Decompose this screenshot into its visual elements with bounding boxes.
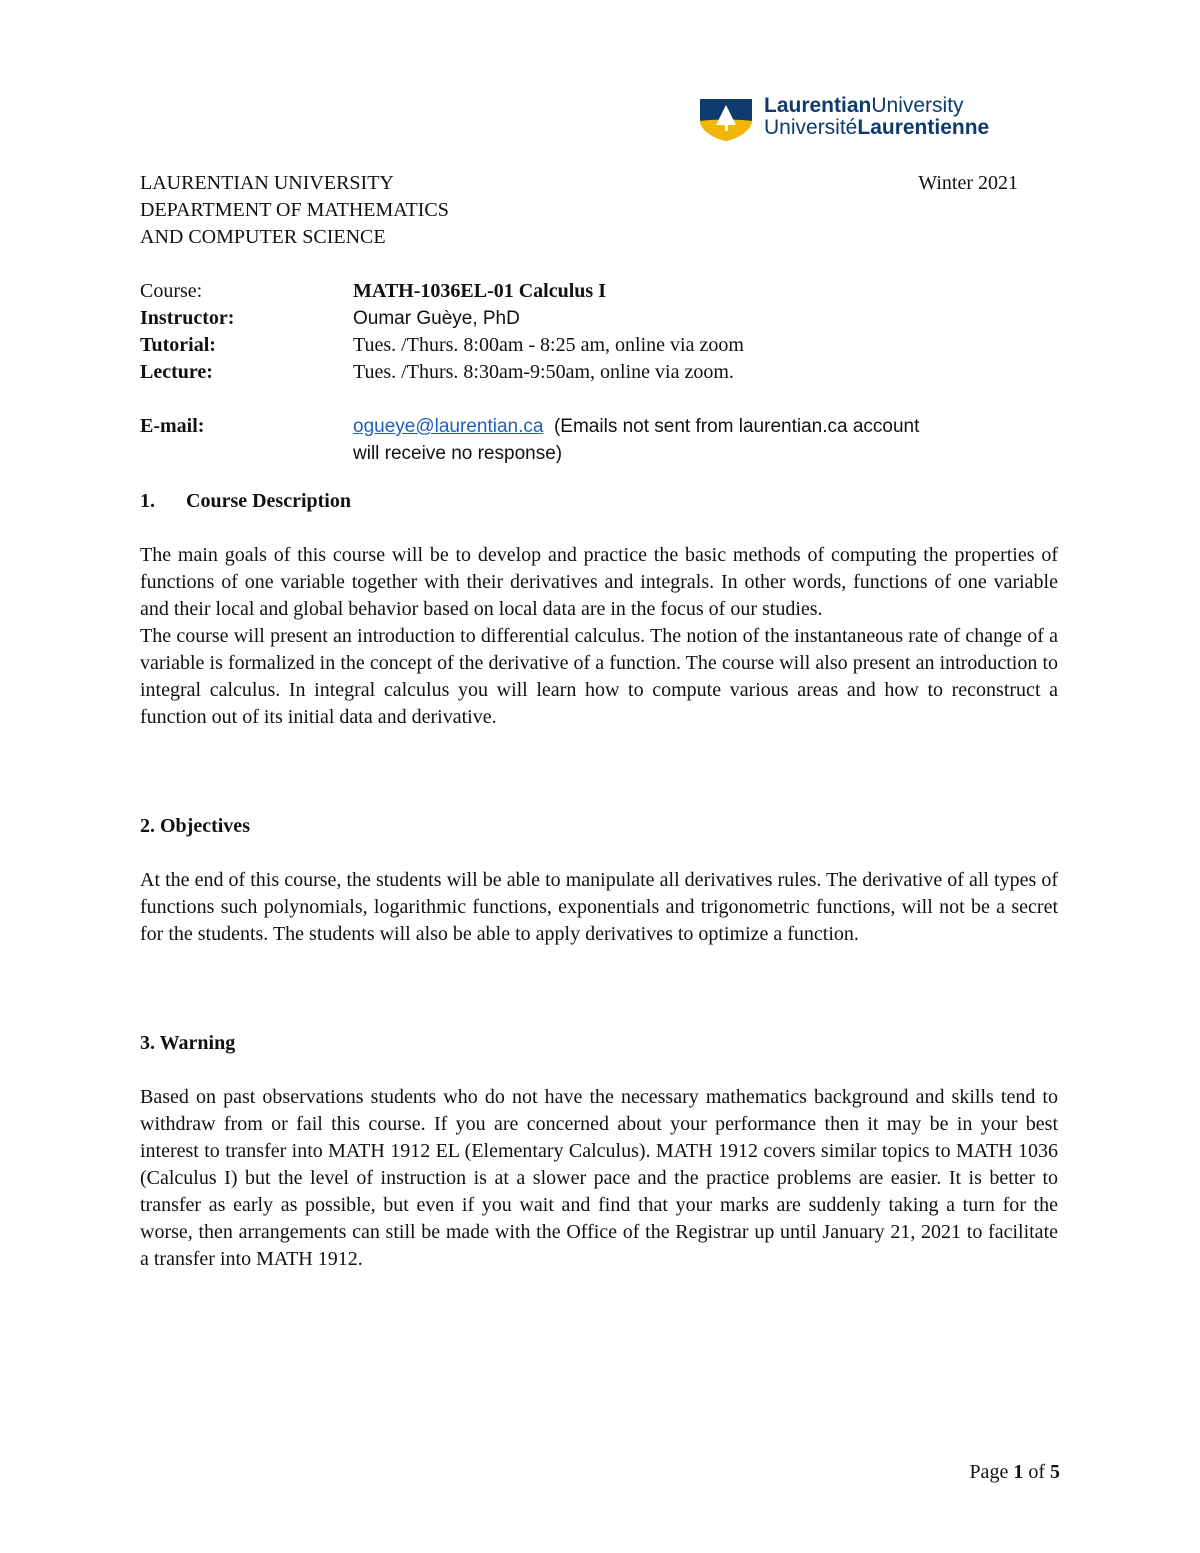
page-word: Page: [969, 1461, 1009, 1483]
instructor-value: Oumar Guèye, PhD: [353, 308, 520, 329]
lecture-row: [140, 359, 1040, 386]
shield-logo-icon: [698, 95, 754, 141]
total-pages: 5: [1050, 1461, 1060, 1483]
lecture-label: Lecture:: [140, 361, 213, 383]
section-heading: [140, 488, 1058, 515]
department-line-1: DEPARTMENT OF MATHEMATICS: [140, 199, 449, 221]
logo-text-laurentienne: Laurentienne: [857, 116, 990, 139]
instructor-label: Instructor:: [140, 307, 235, 329]
course-value: MATH-1036EL-01 Calculus I: [353, 280, 606, 302]
logo-text-laurentian: Laurentian: [764, 94, 872, 117]
tutorial-row: [140, 332, 1040, 359]
section-objectives: [140, 813, 1058, 948]
email-label: E-mail:: [140, 415, 205, 437]
department-line-2: AND COMPUTER SCIENCE: [140, 226, 386, 248]
section-title: 3. Warning: [140, 1032, 236, 1054]
section-number: 1.: [140, 490, 155, 512]
section-title: 2. Objectives: [140, 815, 250, 837]
tutorial-value: Tues. /Thurs. 8:00am - 8:25 am, online via zoom: [353, 334, 744, 356]
course-row: [140, 278, 1040, 305]
course-info: [140, 278, 1040, 467]
objectives-paragraph: At the end of this course, the students will be able to manipulate all derivatives rules. The derivative of all types of functions such polynomials, logarithmic functions, exponentials and trigonometric functions, will not be a secret for the students. The students will also be able to apply derivatives to optimize a function.: [140, 869, 1058, 945]
section-warning: [140, 1030, 1058, 1273]
warning-paragraph: Based on past observations students who do not have the necessary mathematics background and skills tend to withdraw from or fail this course. If you are concerned about your performance then it may be in your best interest to transfer into MATH 1912 EL (Elementary Calculus). MATH 1912 covers similar topics to MATH 1036 (Calculus I) but the level of instruction is at a slower pace and the practice problems are easier. It is better to transfer as early as possible, but even if you wait and find that your marks are suddenly taking a turn for the worse, then arrangements can still be made with the Office of the Registrar up until January 21, 2021 to facilitate a transfer into MATH 1912.: [140, 1086, 1058, 1270]
email-row: [140, 413, 1040, 467]
email-link[interactable]: ogueye@laurentian.ca: [353, 416, 544, 437]
lecture-value: Tues. /Thurs. 8:30am-9:50am, online via zoom.: [353, 361, 734, 383]
tutorial-label: Tutorial:: [140, 334, 216, 356]
current-page: 1: [1013, 1461, 1024, 1483]
description-paragraph-2: The course will present an introduction to differential calculus. The notion of the instantaneous rate of change of a variable is formalized in the concept of the derivative of a function. The course will also present an introduction to integral calculus. In integral calculus you will learn how to compute various areas and how to reconstruct a function out of its initial data and derivative.: [140, 625, 1058, 728]
email-note-line-2: will receive no response): [353, 443, 563, 464]
email-value: [353, 413, 1040, 467]
document-header: [140, 170, 449, 251]
of-word: of: [1028, 1461, 1045, 1483]
instructor-row: [140, 305, 1040, 332]
institution-name: LAURENTIAN UNIVERSITY: [140, 172, 394, 194]
university-logo: [698, 95, 1028, 141]
email-note-line-1: (Emails not sent from laurentian.ca account: [543, 416, 920, 437]
logo-text-university: University: [871, 94, 964, 117]
page-number: [969, 1459, 1060, 1486]
logo-text-universite: Université: [764, 116, 858, 139]
section-course-description: [140, 488, 1058, 731]
description-paragraph-1: The main goals of this course will be to develop and practice the basic methods of computing the properties of functions of one variable together with their derivatives and integrals. In other words, functions of one variable and their local and global behavior based on local data are in the focus of our studies.: [140, 544, 1058, 620]
term-label: Winter 2021: [918, 172, 1018, 194]
course-label: Course:: [140, 280, 203, 302]
logo-wordmark: [764, 95, 989, 139]
section-title: Course Description: [186, 490, 351, 512]
